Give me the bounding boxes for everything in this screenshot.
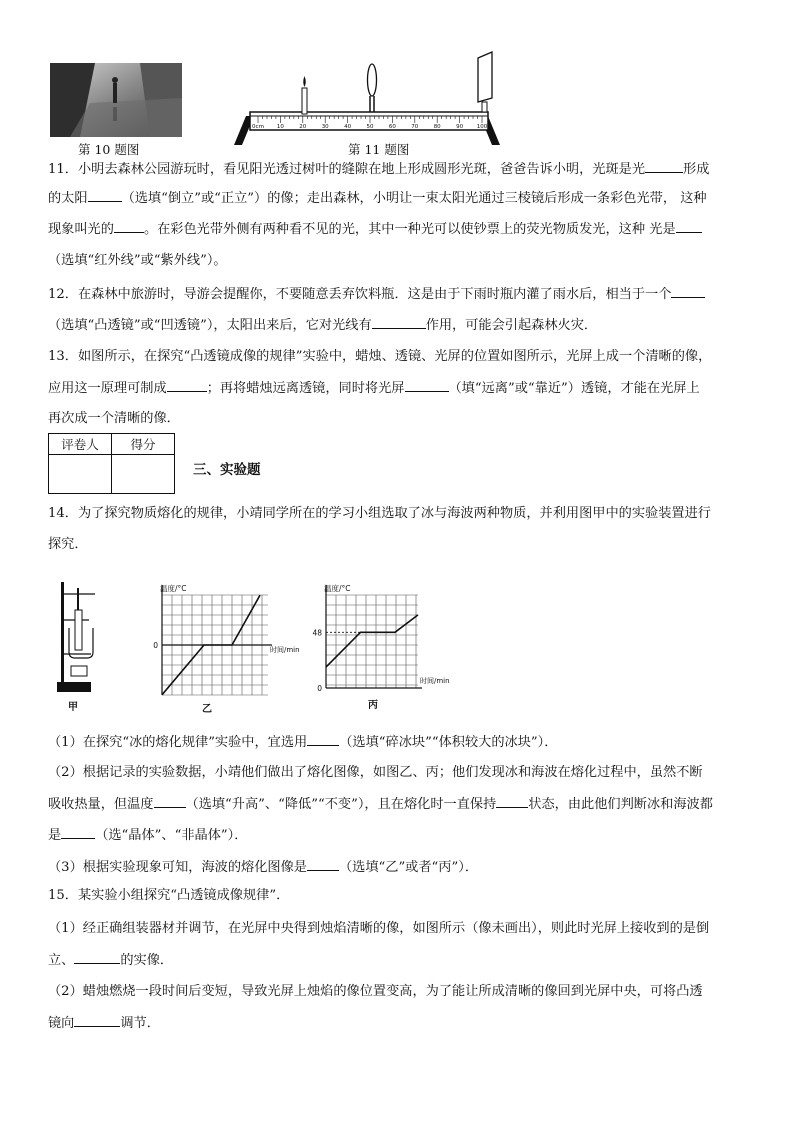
q15-line-1: 15．某实验小组探究“凸透镜成像规律”． [48, 888, 290, 903]
ruler-label: 20 [299, 124, 307, 130]
q13-line-2: 应用这一原理可制成 ；再将蜡烛远离透镜，同时将光屏 （填“远离”或“靠近”）透镜，才能在光屏上 [48, 381, 700, 396]
y-tick-label: 0 [317, 684, 322, 693]
q11-blank-3[interactable] [114, 220, 144, 233]
y-tick-label: 0 [153, 641, 158, 650]
chart-bing-label: 丙 [368, 700, 378, 711]
q13-blank-2[interactable] [405, 379, 449, 392]
q15-part-2a: （2）蜡烛燃烧一段时间后变短，导致光屏上烛焰的像位置变高，为了能让所成清晰的像回到光屏中央，可将凸透 [48, 984, 703, 999]
chart-yi [148, 580, 313, 705]
y-axis-label: 温度/°C [160, 584, 187, 593]
x-axis-label: 时间/min [420, 677, 450, 685]
q13-blank-1[interactable] [167, 379, 207, 392]
q11-line-4: （选填“红外线”或“紫外线”）。 [48, 253, 227, 268]
q12-blank-1[interactable] [671, 285, 705, 298]
q11-blank-4[interactable] [676, 220, 702, 233]
ruler-label: 30 [321, 124, 329, 130]
q15-blank-1[interactable] [74, 951, 120, 964]
q13-line-3: 再次成一个清晰的像． [48, 411, 180, 426]
ruler-label: 50 [366, 124, 374, 130]
q11-line-1: 11．小明去森林公园游玩时，看见阳光透过树叶的缝隙在地上形成圆形光斑，爸爸告诉小明，光斑是光 形成 [48, 162, 710, 177]
q14-part-2b: 吸收热量，但温度 （选填“升高”、“降低”“不变”），且在熔化时一直保持 状态，由此他们判断冰和海波都 [48, 797, 713, 812]
score-header: 得分 [112, 434, 175, 455]
ruler-label: 0cm [252, 124, 264, 130]
q11-line-2: 的太阳 （选填“倒立”或“正立”）的像；走出森林，小明让一束太阳光通过三棱镜后形成一条彩色光带， 这种 [48, 191, 707, 206]
grader-header: 评卷人 [49, 434, 112, 455]
q14-blank-3[interactable] [496, 795, 528, 808]
q14-blank-1[interactable] [307, 733, 339, 746]
q11-line-3: 现象叫光的 。在彩色光带外侧有两种看不见的光，其中一种光可以使钞票上的荧光物质发光，这种 光是 [48, 220, 754, 239]
q14-blank-4[interactable] [61, 826, 95, 839]
q12-blank-2[interactable] [372, 316, 426, 329]
q14-part-1: （1）在探究“冰的熔化规律”实验中，宜选用 （选填“碎冰块”“体积较大的冰块”）． [48, 735, 558, 750]
q15-blank-2[interactable] [74, 1014, 120, 1027]
section-title: 三、实验题 [193, 462, 261, 478]
q14-blank-5[interactable] [307, 858, 339, 871]
q15-part-1a: （1）经正确组装器材并调节，在光屏中央得到烛焰清晰的像，如图所示（像未画出），则此时光屏上接收到的是倒 [48, 921, 710, 936]
figure-jia-apparatus [55, 582, 103, 697]
q12-line-1: 12．在森林中旅游时，导游会提醒你，不要随意丢弃饮料瓶．这是由于下雨时瓶内灌了雨水后，相当于一个 [48, 285, 754, 304]
q15-part-1b: 立、 的实像． [48, 953, 174, 968]
q14-blank-2[interactable] [154, 795, 186, 808]
q11-blank-1[interactable] [645, 160, 683, 173]
grading-table [48, 433, 175, 494]
q12-line-2: （选填“凸透镜”或“凹透镜”），太阳出来后，它对光线有 作用，可能会引起森林火灾． [48, 318, 598, 333]
figure-jia-label: 甲 [68, 702, 78, 713]
ruler-label: 70 [411, 124, 419, 130]
y-axis-label: 温度/°C [324, 584, 351, 593]
q11-blank-2[interactable] [88, 189, 122, 202]
ruler-label: 40 [344, 124, 352, 130]
y-tick-label: 48 [312, 628, 322, 638]
x-axis-label: 时间/min [270, 646, 300, 654]
chart-bing [312, 580, 482, 705]
score-cell[interactable] [112, 455, 175, 494]
data-line [326, 615, 418, 667]
q14-part-3: （3）根据实验现象可知，海波的熔化图像是 （选填“乙”或者“丙”）． [48, 860, 479, 875]
grader-cell[interactable] [49, 455, 112, 494]
figure-11-caption: 第 11 题图 [348, 142, 410, 157]
chart-yi-label: 乙 [202, 704, 212, 715]
q14-line-1: 14．为了探究物质熔化的规律，小靖同学所在的学习小组选取了冰与海波两种物质，并利用图甲中的实验装置进行 [48, 506, 711, 521]
ruler-label: 60 [388, 124, 396, 130]
q15-part-2b: 镜向 调节． [48, 1016, 160, 1031]
figure-10-caption: 第 10 题图 [78, 142, 140, 157]
q14-part-2c: 是 （选“晶体”、“非晶体”）． [48, 828, 248, 843]
ruler-label: 80 [433, 124, 441, 130]
q14-line-2: 探究． [48, 537, 88, 552]
q13-line-1: 13．如图所示，在探究“凸透镜成像的规律”实验中，蜡烛、透镜、光屏的位置如图所示，光屏上成一个清晰的像， [48, 349, 712, 364]
ruler-label: 10 [276, 124, 284, 130]
ruler-label: 90 [456, 124, 464, 130]
ruler-label: 100 [476, 124, 488, 130]
figure-11-optical-bench [232, 50, 502, 148]
figure-10-photo [50, 63, 182, 137]
q14-part-2a: （2）根据记录的实验数据，小靖他们做出了熔化图像，如图乙、丙；他们发现冰和海波在熔化过程中，虽然不断 [48, 765, 703, 780]
